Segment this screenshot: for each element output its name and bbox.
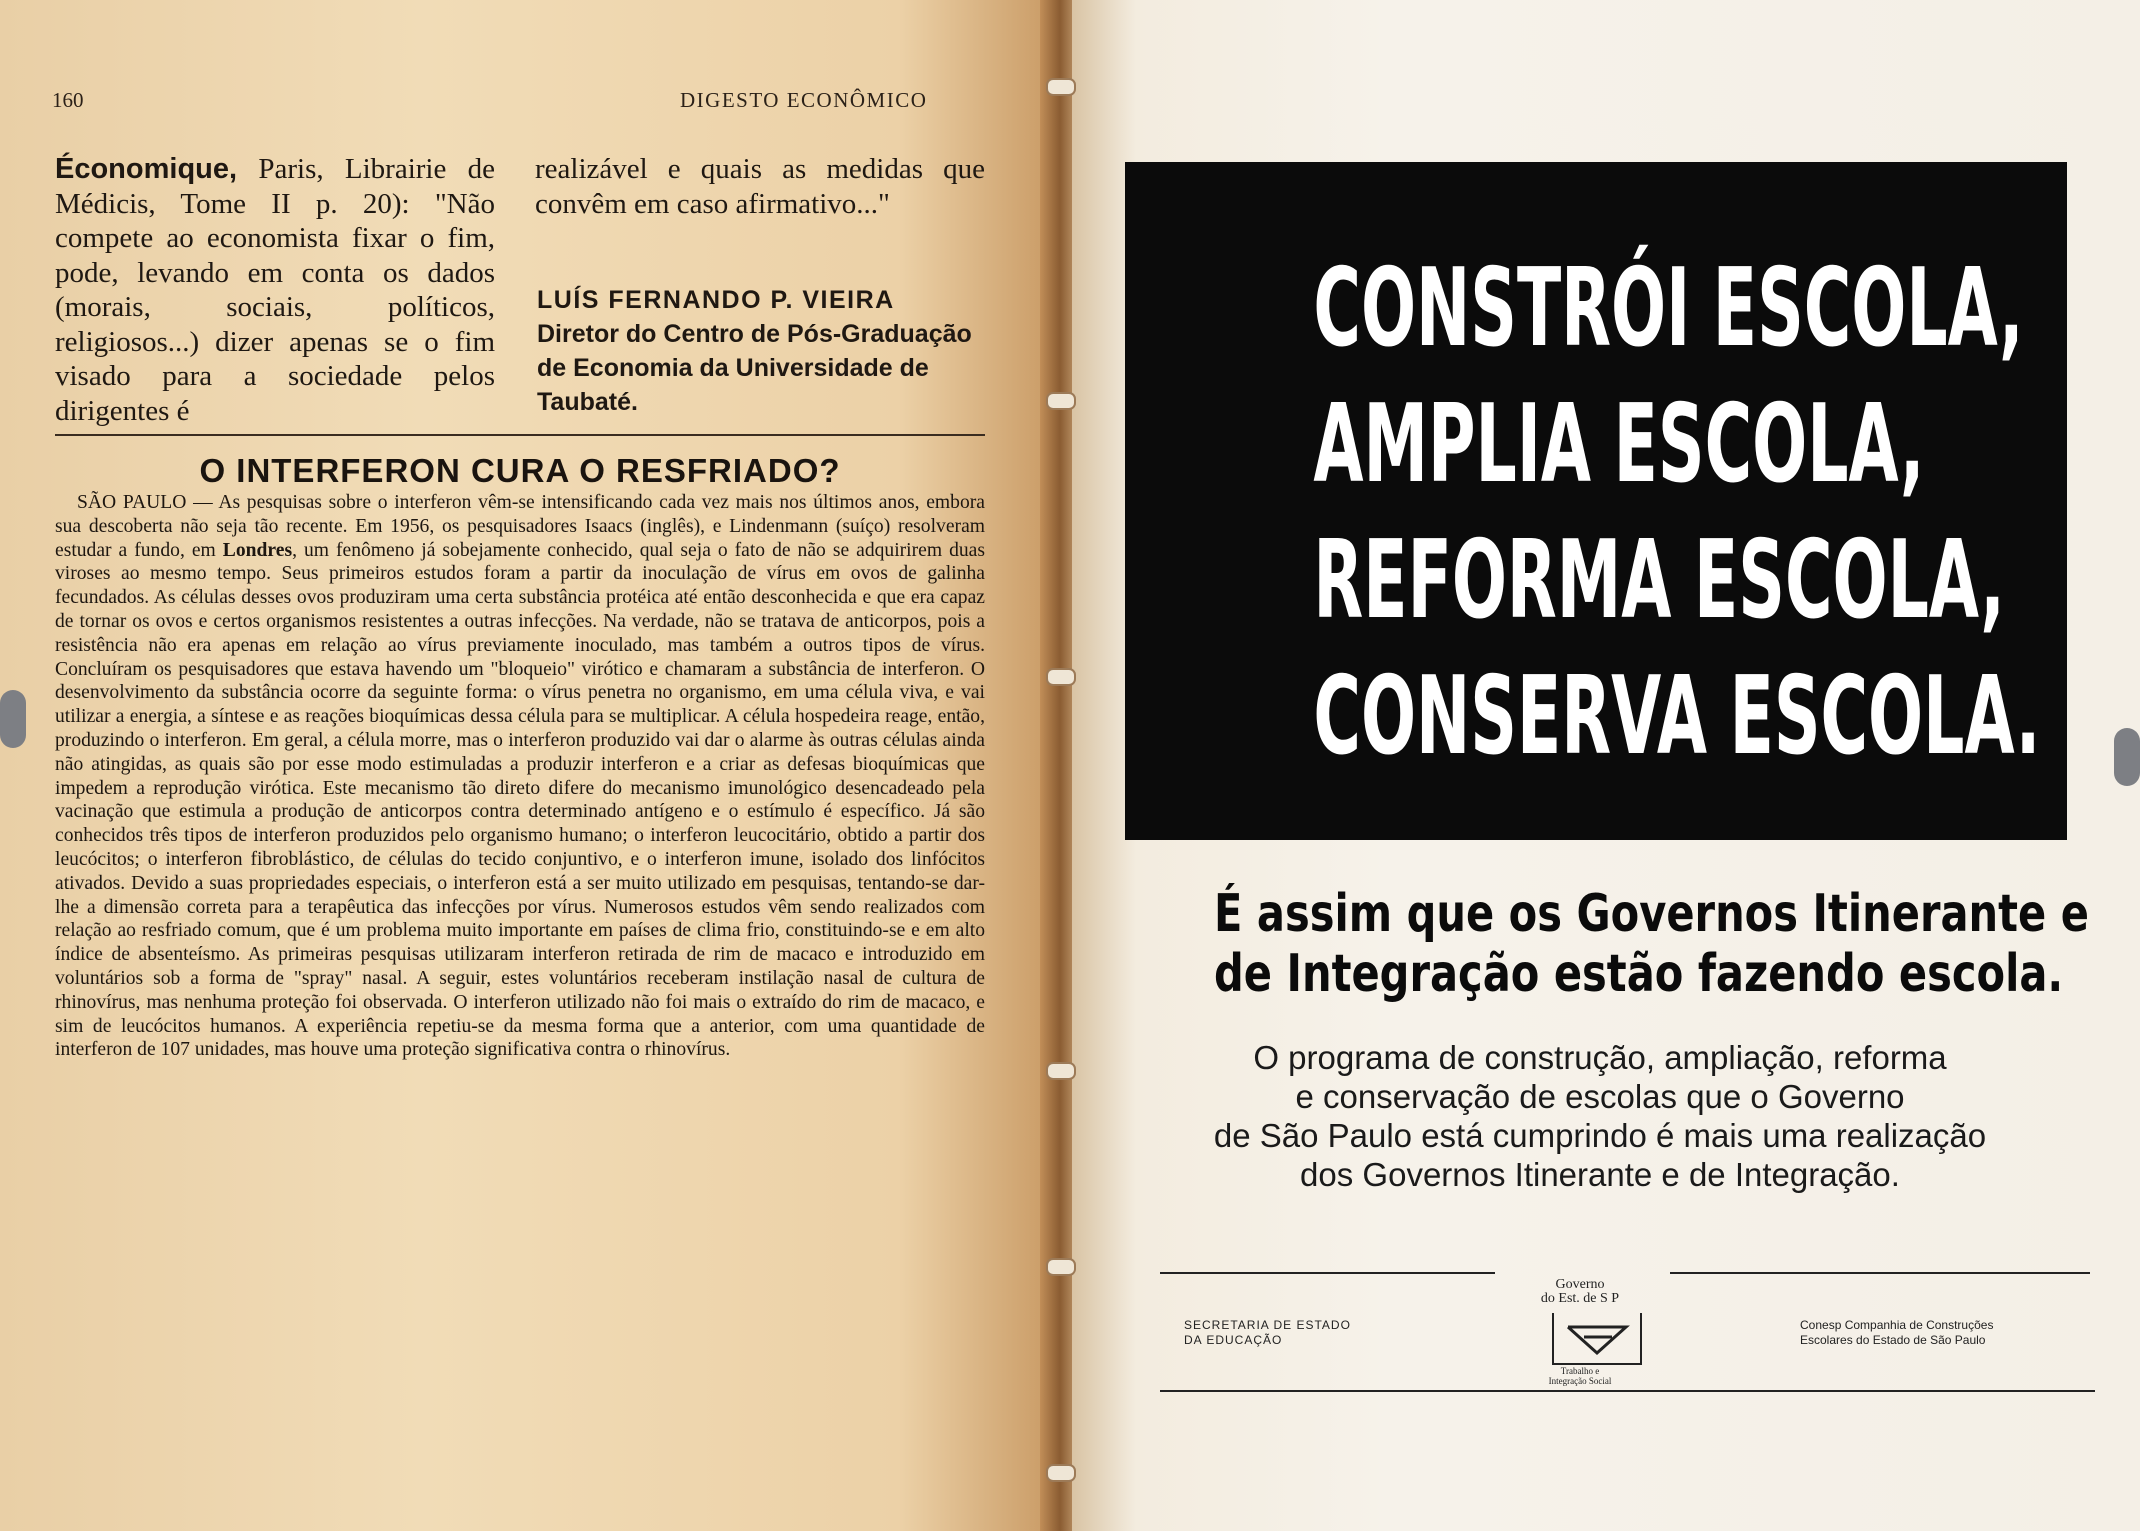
continuation-body: Paris, Librairie de Médicis, Tome II p. 20): "Não compete ao economista fixar o fim, pode, levando em conta os dados (morais, sociais, políticos, religiosos...) dizer apenas se o fim visado para a sociedade pelos dirigentes é: [55, 153, 495, 427]
advert-body-line-4: dos Governos Itinerante e de Integração.: [1300, 1156, 1900, 1193]
footer-center-line-1: Governo: [1555, 1277, 1605, 1292]
footer-rule-top-right: [1670, 1272, 2090, 1274]
continuation-text: [55, 152, 495, 428]
article-dateline: SÃO PAULO —: [77, 492, 213, 513]
footer-right-line-1: Conesp Companhia de Construções: [1800, 1318, 1994, 1332]
spine-stitch: [1046, 1464, 1076, 1482]
advert-body: [1110, 1038, 2090, 1194]
footer-right-line-2: Escolares do Estado de São Paulo: [1800, 1333, 1986, 1347]
headline-line-1: CONSTRÓI ESCOLA,: [1313, 246, 2024, 371]
footer-left-line-2: DA EDUCAÇÃO: [1184, 1333, 1283, 1347]
running-head: DIGESTO ECONÔMICO: [680, 88, 928, 112]
footer-center-sub-line-1: Trabalho e: [1560, 1366, 1600, 1376]
quote-end: realizável e quais as medidas que convêm em caso afirmativo...": [535, 153, 985, 220]
footer-governo-sub: [1520, 1366, 1640, 1386]
footer-secretaria: [1184, 1318, 1424, 1348]
footer-governo-title: [1520, 1278, 1640, 1306]
article-title: O INTERFERON CURA O RESFRIADO?: [199, 452, 841, 489]
spine-stitch: [1046, 668, 1076, 686]
page-number: 160: [52, 88, 84, 112]
bold-lead: Économique,: [55, 153, 238, 185]
headline-line-4: CONSERVA ESCOLA.: [1313, 654, 2041, 779]
article-text-a: As pesquisas sobre o interferon vêm-se intensificando cada vez mais nos últimos anos, embora sua descoberta não seja tão recente. Em 1956, os pesquisadores Isaacs (inglês), e Lindenmann (suíço) resolveram estudar a fundo, em: [55, 492, 985, 561]
article-body: [55, 491, 985, 1062]
advert-subheadline: [1118, 884, 2089, 1004]
subheadline-line-2: de Integração estão fazendo escola.: [1214, 944, 2064, 1004]
subheadline-line-1: É assim que os Governos Itinerante e: [1214, 884, 2089, 944]
headline-line-2: AMPLIA ESCOLA,: [1313, 382, 1925, 507]
footer-left-line-1: SECRETARIA DE ESTADO: [1184, 1318, 1351, 1332]
author-block: [537, 283, 987, 419]
spine-stitch: [1046, 1258, 1076, 1276]
footer-rule-bottom: [1160, 1390, 2095, 1392]
author-affiliation: Diretor do Centro de Pós-Graduação de Economia da Universidade de Taubaté.: [537, 320, 972, 416]
footer-rule-top-left: [1160, 1272, 1495, 1274]
footer-conesp: [1800, 1318, 2070, 1348]
spine-stitch: [1046, 392, 1076, 410]
footer-center-sub-line-2: Integração Social: [1548, 1376, 1612, 1386]
article-bold-word: Londres: [222, 539, 293, 561]
governo-logo: [1552, 1313, 1642, 1365]
advert-body-line-2: e conservação de escolas que o Governo: [1295, 1078, 1905, 1115]
advert-body-line-1: O programa de construção, ampliação, reforma: [1253, 1039, 1947, 1076]
section-divider: [55, 434, 985, 436]
headline-line-3: REFORMA ESCOLA,: [1313, 518, 2005, 643]
binder-clip-left: [0, 690, 26, 748]
article-text-b: , um fenômeno já sobejamente conhecido, qual seja o fato de não se adquirirem duas viroses ao mesmo tempo. Seus primeiros estudos foram a partir da inoculação de vírus em ovos de galinha fecundados. As células desses ovos produziram uma certa substância protéica até então desconhecida e que era capaz de tornar os ovos e certos organismos resistentes a outras infecções. Na verdade, não se tratava de anticorpos, pois a resistência não era apenas em relação ao vírus previamente inoculado, mas também a outros tipos de vírus. Concluíram os pesquisadores que estava havendo um "bloqueio" virótico e chamaram a substância de interferon. O desenvolvimento da substância ocorre da seguinte forma: o vírus penetra no organismo, em uma célula viva, e vai utilizar a energia, a síntese e as reações bioquímicas dessa célula para se multiplicar. A célula hospedeira reage, então, produzindo o interferon. Em geral, a célula morre, mas o interferon produzido vai dar o alarme às outras células ainda não atingidas, as quais são por esse modo estimuladas a produzir interferon e a criar as defesas bioquímicas que impedem a reprodução virótica. Este mecanismo tão direto difere do mecanismo imunológico desencadeado pela vacinação que estimula a produção de anticorpos contra determinado antígeno e o estímulo é específico. Já são conhecidos três tipos de interferon produzidos pelo organismo humano; o interferon leucocitário, obtido a partir dos leucócitos; o interferon fibroblástico, de células do tecido conjuntivo, e o interferon imune, isolado dos linfócitos ativados. Devido a suas propriedades especiais, o interferon está a ser muito utilizado em pesquisas, tentando-se dar-lhe a dimensão correta para a terapêutica das infecções por vírus. Numerosos estudos vêm sendo realizados com relação ao resfriado comum, que é um problema muito importante em países de clima frio, constituindo-se e em alto índice de absenteísmo. As primeiras pesquisas utilizaram interferon retirada de rim de macaco e introduzido em voluntários sob a forma de "spray" nasal. A seguir, estes voluntários receberam instilação nasal de cultura de rhinovírus, mas nenhuma proteção foi observada. O interferon utilizado não foi mais o extraído do rim de macaco, e sim de leucócitos humanos. A experiência repetiu-se da mesma forma que a anterior, com uma quantidade de interferon de 107 unidades, mas houve uma proteção significativa contra o rhinovírus.: [55, 539, 985, 1061]
binder-clip-right: [2114, 728, 2140, 786]
author-name: LUÍS FERNANDO P. VIEIRA: [537, 286, 895, 314]
advert-headline-panel: [1125, 162, 2067, 840]
spine-stitch: [1046, 78, 1076, 96]
advert-body-line-3: de São Paulo está cumprindo é mais uma realização: [1213, 1117, 1987, 1154]
governo-logo-icon: [1554, 1313, 1640, 1363]
spine-stitch: [1046, 1062, 1076, 1080]
footer-center-line-2: do Est. de S P: [1540, 1291, 1620, 1306]
